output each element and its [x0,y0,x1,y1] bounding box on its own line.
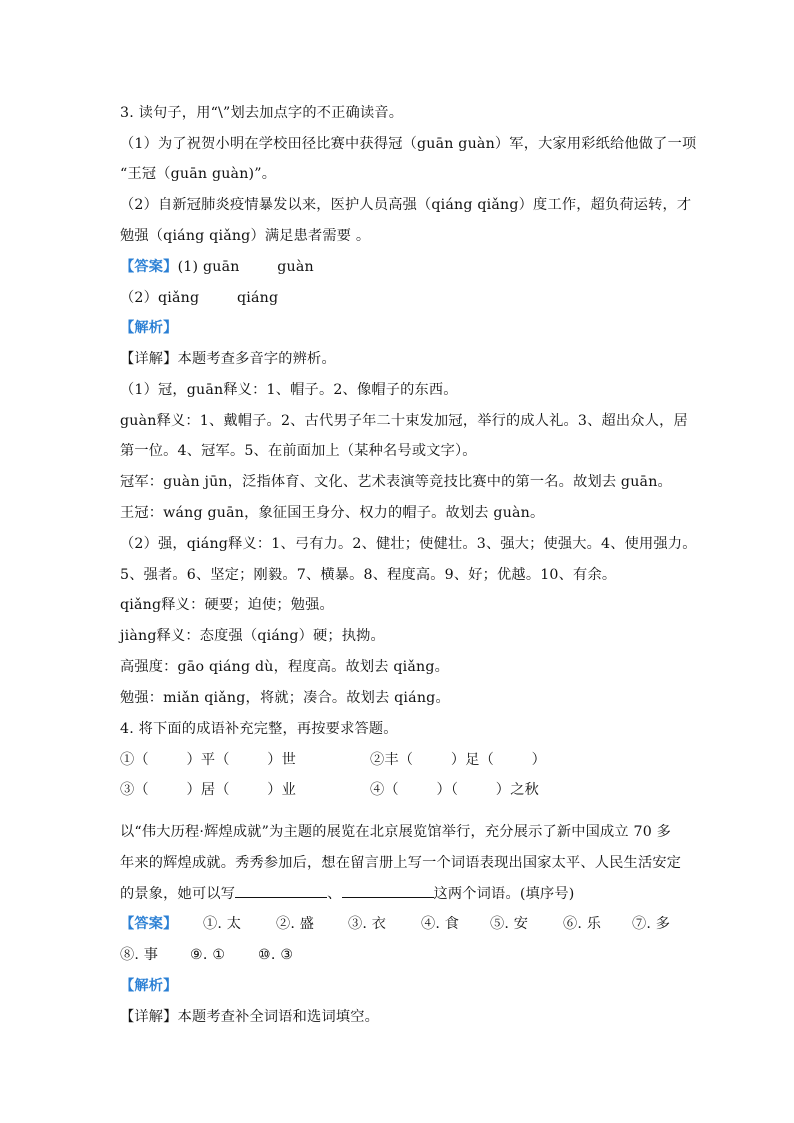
q4-answer: ②. 盛 [276,916,315,932]
q4-answer: ⑩. ③ [258,947,294,963]
q3-detail-line: 勉强：miǎn qiǎng，将就；凑合。故划去 qiáng。 [120,690,450,706]
q3-detail-line: guàn释义：1、戴帽子。2、古代男子年二十束发加冠，举行的成人礼。3、超出众人，居 [120,413,688,429]
q4-detail-intro-line [120,1007,379,1027]
q4-answer-row-1 [120,914,178,934]
q3-detail-line: 高强度：gāo qiáng dù，程度高。故划去 qiǎng。 [120,659,450,675]
answer-tag: 【答案】 [120,916,178,932]
idiom-4: ④（ ）（ ）之秋 [370,782,539,798]
idiom-3: ③（ ）居（ ）业 [120,782,297,798]
q3-answer-line-1 [120,257,314,277]
q3-detail-intro-line [120,349,336,369]
q4-answer: ⑨. ① [190,947,226,963]
q3-answer-1: (1) guān guàn [177,259,314,275]
answer-blank-2 [342,883,434,898]
q3-sentence-2-line-1: （2）自新冠肺炎疫情暴发以来，医护人员高强（qiáng qiǎng）度工作，超负荷运转，才 [120,197,692,213]
q4-passage-line-1: 以“伟大历程·辉煌成就”为主题的展览在北京展览馆举行，充分展示了新中国成立 70 多 [120,824,672,840]
idiom-2: ②丰（ ）足（ ） [370,752,547,768]
q4-answer: ③. 衣 [348,916,387,932]
idiom-1: ①（ ）平（ ）世 [120,752,297,768]
detail-tag: 【详解】 [120,1009,178,1025]
q4-passage-pre: 的景象，她可以写 [120,886,236,902]
q3-sentence-2-line-2: 勉强（qiáng qiǎng）满足患者需要 。 [120,228,371,244]
q3-detail-intro: 本题考查多音字的辨析。 [177,351,336,367]
q3-sentence-1-line-1: （1）为了祝贺小明在学校田径比赛中获得冠（guān guàn）军，大家用彩纸给他做了一项 [120,136,697,152]
q3-detail-line: （2）强，qiáng释义：1、弓有力。2、健壮；使健壮。3、强大；使强大。4、使用强力。 [120,536,697,552]
q3-detail-line: （1）冠，guān释义：1、帽子。2、像帽子的东西。 [120,382,458,398]
detail-tag: 【详解】 [120,351,178,367]
question-3-title: 3. 读句子，用“\”划去加点字的不正确读音。 [120,105,404,121]
q3-answer-2: （2）qiǎng qiáng [120,290,279,306]
q4-passage-line-2: 年来的辉煌成就。秀秀参加后，想在留言册上写一个词语表现出国家太平、人民生活安定 [120,855,682,871]
analysis-tag: 【解析】 [120,978,178,994]
q3-detail-line: 5、强者。6、坚定；刚毅。7、横暴。8、程度高。9、好；优越。10、有余。 [120,567,617,583]
q4-answer: ⑤. 安 [490,916,529,932]
q3-detail-line: 王冠：wáng guān，象征国王身分、权力的帽子。故划去 guàn。 [120,505,545,521]
q4-passage-mid: 、 [327,886,342,902]
analysis-tag: 【解析】 [120,320,178,336]
question-4-title: 4. 将下面的成语补充完整，再按要求答题。 [120,721,398,737]
q4-answer: ⑦. 多 [632,916,671,932]
q4-answer: ④. 食 [421,916,460,932]
q4-answer: ⑥. 乐 [563,916,602,932]
q4-passage-post: 这两个词语。(填序号) [433,886,575,902]
q4-passage-line-3 [120,883,574,904]
answer-blank-1 [235,883,327,898]
q3-sentence-1-line-2: “王冠（guān guàn)”。 [120,166,277,182]
q3-detail-line: jiàng释义：态度强（qiáng）硬；执拗。 [120,628,385,644]
answer-tag: 【答案】 [120,259,178,275]
q3-detail-line: 冠军：guàn jūn，泛指体育、文化、艺术表演等竞技比赛中的第一名。故划去 guān。 [120,474,672,490]
q3-detail-line: qiǎng释义：硬要；迫使；勉强。 [120,597,334,613]
q4-answer: ①. 太 [203,916,242,932]
q4-detail-intro: 本题考查补全词语和选词填空。 [177,1009,379,1025]
q4-answer: ⑧. 事 [120,947,159,963]
q3-detail-line: 第一位。4、冠军。5、在前面加上（某种名号或文字）。 [120,443,477,459]
